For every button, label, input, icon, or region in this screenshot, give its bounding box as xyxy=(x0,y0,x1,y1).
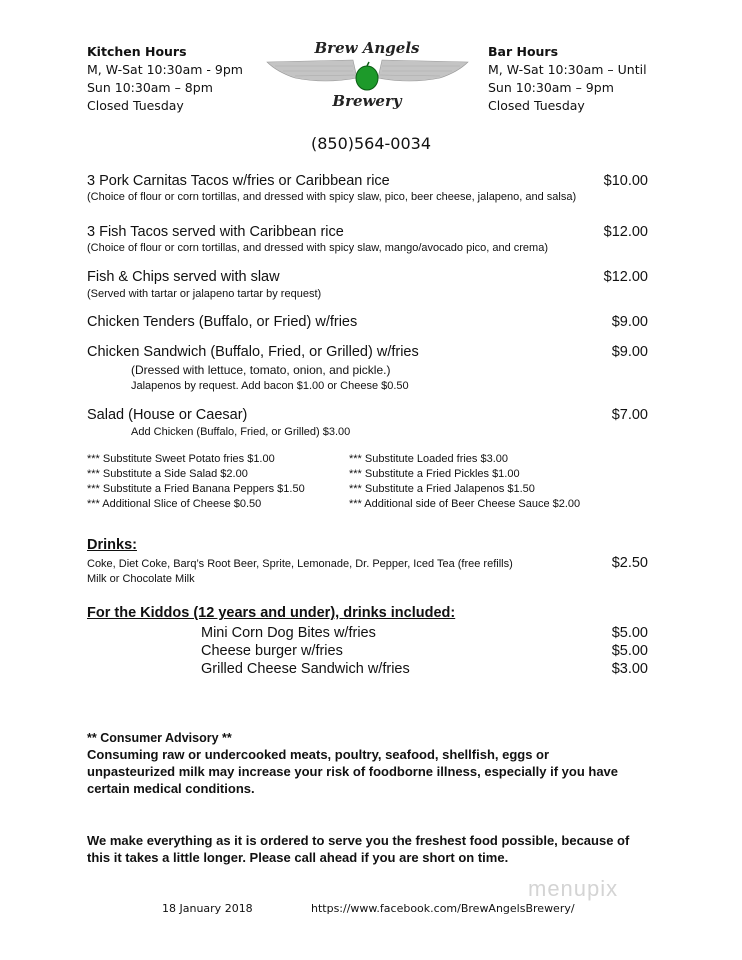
note-line: this it takes a little longer. Please call ahead if you are short on time. xyxy=(87,850,509,865)
substitutions-left xyxy=(87,452,305,512)
item-title: 3 Fish Tacos served with Caribbean rice xyxy=(87,224,344,240)
brewery-logo xyxy=(265,38,470,110)
substitution-item: *** Substitute Loaded fries $3.00 xyxy=(349,453,509,465)
kids-item-name: Grilled Cheese Sandwich w/fries xyxy=(201,661,410,677)
kids-item-name: Cheese burger w/fries xyxy=(201,643,343,659)
item-title: 3 Pork Carnitas Tacos w/fries or Caribbean rice xyxy=(87,173,390,189)
drinks-heading: Drinks: xyxy=(87,537,137,553)
kitchen-hours-title: Kitchen Hours xyxy=(87,44,187,59)
item-price: $9.00 xyxy=(611,314,648,330)
substitution-item: *** Substitute a Fried Pickles $1.00 xyxy=(349,468,520,480)
kitchen-hours-line: M, W-Sat 10:30am - 9pm xyxy=(87,62,243,77)
item-price: $10.00 xyxy=(603,173,648,189)
substitution-item: *** Additional side of Beer Cheese Sauce $2.00 xyxy=(349,498,581,510)
drinks-price: $2.50 xyxy=(611,555,648,571)
bar-hours-line: M, W-Sat 10:30am – Until xyxy=(488,62,647,77)
substitution-item: *** Additional Slice of Cheese $0.50 xyxy=(87,498,262,510)
item-title: Fish & Chips served with slaw xyxy=(87,269,280,285)
kids-item-price: $3.00 xyxy=(611,661,648,677)
advisory-line: certain medical conditions. xyxy=(87,781,255,796)
kitchen-hours-line: Closed Tuesday xyxy=(87,98,184,113)
logo-text-bottom: Brewery xyxy=(332,92,402,110)
bar-hours-title: Bar Hours xyxy=(488,44,559,59)
menupix-watermark: menupix xyxy=(528,876,619,901)
bar-hours-line: Sun 10:30am – 9pm xyxy=(488,80,614,95)
footer-url[interactable]: https://www.facebook.com/BrewAngelsBrewery/ xyxy=(311,902,575,915)
kids-item-price: $5.00 xyxy=(611,625,648,641)
item-title: Salad (House or Caesar) xyxy=(87,407,248,423)
item-desc: (Served with tartar or jalapeno tartar by request) xyxy=(87,288,322,300)
item-desc: (Choice of flour or corn tortillas, and dressed with spicy slaw, mango/avocado pico, and crema) xyxy=(87,242,548,254)
item-title: Chicken Tenders (Buffalo, or Fried) w/fries xyxy=(87,314,358,330)
winged-apple-logo-icon xyxy=(265,38,470,110)
substitutions-right xyxy=(349,452,580,512)
substitution-item: *** Substitute a Side Salad $2.00 xyxy=(87,468,248,480)
item-desc: (Choice of flour or corn tortillas, and dressed with spicy slaw, pico, beer cheese, jalapeno, and salsa) xyxy=(87,191,577,203)
item-desc: Jalapenos by request. Add bacon $1.00 or Cheese $0.50 xyxy=(131,380,409,392)
item-price: $7.00 xyxy=(611,407,648,423)
kids-item-price: $5.00 xyxy=(611,643,648,659)
advisory-title: ** Consumer Advisory ** xyxy=(87,731,232,745)
substitution-item: *** Substitute a Fried Banana Peppers $1.50 xyxy=(87,483,305,495)
drinks-line: Coke, Diet Coke, Barq’s Root Beer, Sprite, Lemonade, Dr. Pepper, Iced Tea (free refills) xyxy=(87,558,513,570)
item-price: $12.00 xyxy=(603,224,648,240)
logo-text-top: Brew Angels xyxy=(314,39,420,57)
item-desc: (Dressed with lettuce, tomato, onion, and pickle.) xyxy=(131,363,391,377)
drinks-line: Milk or Chocolate Milk xyxy=(87,573,195,585)
advisory-line: unpasteurized milk may increase your risk of foodborne illness, especially if you have xyxy=(87,764,619,779)
item-price: $12.00 xyxy=(603,269,648,285)
note-line: We make everything as it is ordered to serve you the freshest food possible, because of xyxy=(87,833,630,848)
kitchen-hours-line: Sun 10:30am – 8pm xyxy=(87,80,213,95)
kitchen-hours xyxy=(87,43,243,115)
bar-hours-line: Closed Tuesday xyxy=(488,98,585,113)
substitution-item: *** Substitute Sweet Potato fries $1.00 xyxy=(87,453,275,465)
phone-number: (850)564-0034 xyxy=(310,134,432,153)
footer-date: 18 January 2018 xyxy=(162,902,253,915)
item-title: Chicken Sandwich (Buffalo, Fried, or Grilled) w/fries xyxy=(87,344,419,360)
kids-item-name: Mini Corn Dog Bites w/fries xyxy=(201,625,376,641)
substitution-item: *** Substitute a Fried Jalapenos $1.50 xyxy=(349,483,535,495)
kids-heading: For the Kiddos (12 years and under), drinks included: xyxy=(87,605,456,621)
item-desc: Add Chicken (Buffalo, Fried, or Grilled) $3.00 xyxy=(131,426,351,438)
advisory-line: Consuming raw or undercooked meats, poultry, seafood, shellfish, eggs or xyxy=(87,747,550,762)
bar-hours xyxy=(488,43,647,115)
item-price: $9.00 xyxy=(611,344,648,360)
